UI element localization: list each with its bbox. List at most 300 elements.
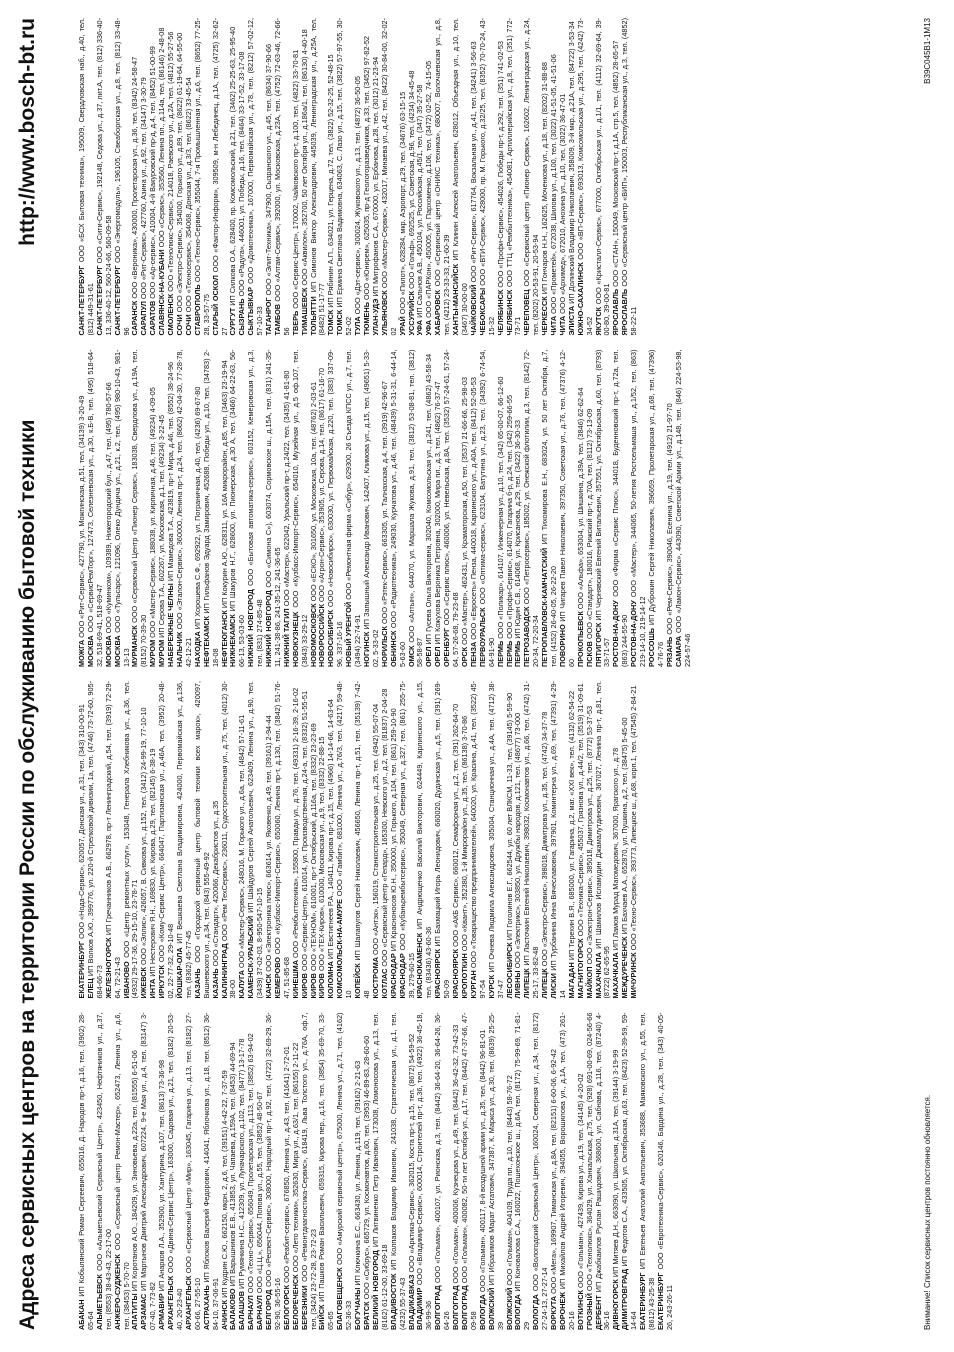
service-center-entry	[416, 681, 434, 999]
service-center-entry	[265, 1013, 283, 1331]
center-details: ИП Волков А.Ю., 399776, ул. 220-й Стрелковой дивизии, 1а, тел. (4746) 73-72-60, 905-684-66-73	[85, 681, 104, 999]
center-details: ООО «Радуга», 446001, ул. Победы, д.16, тел. (8464) 33-17-52, 33-17-08	[237, 51, 247, 299]
center-details: ООО «Куминком», 109389, Нижегородский бул., д.47, тел. (495) 780-57-66	[103, 382, 113, 636]
center-details: ООО «Фактор-Информ», 309509, м-н Лебединец, д.1А, тел. (4725) 32-62-27	[210, 18, 229, 336]
center-details: ООО «Мастер-Сервис», 432017, Минаева ул., д.42, тел. (8422) 30-84-00, 32-02-02	[379, 18, 398, 336]
service-center-entry	[443, 350, 461, 668]
center-details: ООО «ЕСКО», 301650, ул. Московская, 10а, тел. (48762) 2-03-61	[308, 381, 318, 604]
city-name: ЮЖНО-САХАЛИНСК	[575, 262, 585, 336]
center-details: ИП Турбанина Инна Вячеславовна, 397901, Коминтерна ул., д.69, тел. (47391) 4-29-14	[549, 681, 567, 999]
city-name: САНКТ-ПЕТЕРБУРГ	[77, 265, 86, 336]
city-name: АРХАНГЕЛЬСК	[166, 1275, 176, 1330]
center-details: ООО «Сервисный Центр «Мир», 163045, Гагарина ул., д.13, тел. (8182) 27-60-66, 27-55-10	[183, 1012, 202, 1330]
city-name: ТВЕРЬ	[290, 310, 300, 336]
city-name: ТИМАШЕВСК	[299, 287, 309, 336]
city-name: ТУЛА	[353, 316, 363, 336]
service-center-entry	[595, 1013, 613, 1331]
center-details: ООО «ВП-Сервис», 693013, Комсомольская ул., д.295, тел. (4242) 73-34-52	[575, 18, 594, 336]
center-details: ООО «Антэк», 156019, Станкостроительная ул., д.25, тел. (4942) 55-07-04	[370, 703, 380, 958]
city-name: ВЛАДИКАВКАЗ	[406, 1274, 416, 1330]
center-details: ИП Бахмацкий Игорь Леонидович, 660020, Дудинская ул., д.5, тел. (391) 269-50-09	[433, 681, 452, 999]
center-details: ООО «Техносервис», 354068, Донская ул., д.3/3, тел. (8622) 33-45-54	[183, 77, 193, 315]
center-details: ООО «Сервисный Центр «Пионер Сервис», 183038, Свердлова ул., д.19А, тел. (8152) 70-39-30	[130, 349, 149, 667]
center-details: ИП Юдин С.В., 614068, ул. Крисанова, д.29, тел. (3422) 36-30-33	[513, 420, 523, 641]
city-name: ВОЛГОГРАД	[459, 1285, 469, 1330]
city-name: БРАТСК	[362, 1301, 371, 1330]
city-name: ПСКОВ	[584, 641, 594, 667]
city-name: ЕКАТЕРИНБУРГ	[77, 940, 86, 999]
center-details: ООО «Рэтек-Сервис», 663305, ул. Талнахская, д.4, тел. (3919) 42-96-67	[379, 381, 389, 627]
service-center-entry	[78, 18, 96, 336]
center-details: ООО «Ар-сервис», 410004, 4-й Вакуровский пр-д, д.4, тел. (8452) 51-00-99	[148, 46, 158, 301]
center-details: ИП Михайлов Андрей Игоревич, 394055, Ворошилова ул., д.1А, тел. (473) 261-20-16	[557, 1012, 576, 1330]
city-name: ТОМСК	[335, 309, 345, 336]
center-details: ООО «Сервис-Центр», 610014, ул. Производственная, д.24-а, тел. (8332) 51-55-51	[299, 690, 309, 974]
city-name: ПЯТИГОРСК	[593, 622, 603, 667]
city-name: ВОЛОГДА	[477, 1294, 487, 1330]
city-name: КОМСОМОЛЬСК-НА-АМУРЕ	[335, 899, 345, 999]
city-name: МОСКВА	[85, 635, 95, 667]
center-details: ИП Гречанников А.В., 662978, пр-т Ленинградский, д.54, тел. (3919) 72-29-64, 72-21-43	[103, 681, 122, 999]
center-details: ИП Симонов Виктор Александрович, 445039, Ленинградская ул., д.25А, тел. (8482) 51-17-77	[308, 18, 327, 336]
center-details: ООО «Юнирем», 625035, пр-д Геологоразведчиков, д.33, тел. (3452) 97-82-52	[362, 36, 371, 303]
center-details: ИП Шамилов Исламудин Джамалутдинович, 367027, Ленина пр-т, д.81, тел. (8722) 62-65-95	[593, 681, 612, 999]
center-details: ООО «Поликар», 614107, Инженерная ул., д.10, тел. (342) 65-00-07, 66-12-60	[495, 376, 505, 641]
city-name: ДИВНОГОРСК	[611, 1279, 621, 1330]
city-name: ЯКУТСК	[593, 306, 603, 336]
city-name: КИРОВ	[299, 973, 309, 999]
city-name: КРАСНОЯРСК	[451, 948, 461, 999]
city-name: КАЛИНИНГРАД	[219, 943, 229, 999]
city-name: УРАЙ	[397, 316, 407, 336]
city-name: ЧИТА	[549, 315, 559, 336]
city-name: ПЕРМЬ	[495, 640, 505, 667]
column-1	[78, 1013, 898, 1331]
city-name: ЛЕСОСИБИРСК	[504, 942, 514, 999]
service-center-entry	[292, 350, 310, 668]
service-center-entry	[274, 18, 292, 336]
center-details: ИП Дуброкин Сергей Николаевич, 396659, Пролетарская ул., д.68, тел. (47396) 4-76-76	[647, 349, 665, 667]
city-name: УЛЬЯНОВСК	[379, 290, 389, 336]
city-name: МЕЖДУРЕЧЕНСК	[620, 936, 630, 999]
service-center-entry	[559, 1013, 577, 1331]
center-details: ООО «Ц.Ц.», 656044, Попова ул., д.55, тел. (3852) 48-50-67	[255, 1091, 265, 1296]
service-center-entry	[559, 350, 577, 668]
city-name: БАЛАКОВО	[228, 1288, 238, 1330]
center-details: ООО «Сервисный центр «Пионер Сервис», 162602, Ленинградская ул., д.24, тел. (8202) 20-53-91, 20-53-94	[522, 18, 541, 336]
city-name: КРАСНОДАР	[397, 953, 407, 999]
center-details: ИП Шалапугов Сергей Николаевич, 456650, Ленина пр-т, д.51, тел. (35139) 7-42-48	[353, 681, 371, 999]
city-name: БАРНАУЛ	[246, 1295, 256, 1330]
center-details: ООО «Технолюкс-Сервис», 214018, Раевского ул., д.2А, тел. (4812) 55-27-56	[166, 31, 176, 294]
service-center-entry	[247, 350, 265, 668]
service-center-entry	[114, 18, 132, 336]
city-name: УЛАН-УДЭ	[370, 298, 380, 336]
city-name: РОСТОВ-НА-ДОНУ	[629, 600, 639, 667]
center-details: ИП Евгеньев Анатолий Анатольевич, 353688, Маяковского ул., д.55, тел. (8612) 43-25-38	[638, 1012, 656, 1330]
city-name: ВОРКУТА	[549, 1295, 559, 1330]
city-name: СЛАВЯНСК-НА-КУБАНИ	[157, 249, 167, 336]
service-center-entry	[336, 681, 354, 999]
city-name: НИЖНЕКАМСК	[228, 614, 238, 667]
center-details: ИП Пашков Роман Васильевич, 659315, Кирова пер., д.16, тел. (3854) 35-69-70, 33-65-65	[317, 1012, 336, 1330]
service-center-entry	[247, 681, 265, 999]
city-name: НЕФТЕЮГАНСК	[219, 610, 229, 667]
city-name: СУРГУТ	[228, 307, 238, 336]
city-name: КОПЕЙСК	[353, 963, 363, 999]
city-name: НОРИЛЬСК	[379, 626, 389, 667]
city-name: БАРНАУЛ	[255, 1295, 265, 1330]
city-name: КРАСНОДАР	[388, 953, 398, 999]
center-details: ООО «Мастер», 344065, 50-летия Ростсельмаша ул., д.1/52, тел. (863) 219-14-10, 219-14-12	[629, 349, 648, 667]
city-name: СТАРЫЙ ОСКОЛ	[210, 275, 220, 336]
center-details: ООО «Стандарт», 420066, Декабристов ул., д.35	[210, 800, 220, 969]
center-details: ООО «Евросеть» Пенза, 440018, Карпинского ул., д.40А, тел. (8412) 52-05-53	[468, 377, 478, 642]
center-details: ООО «Рембыттехника», 155800, Правды ул., д.76, тел. (49331) 2-16-39, 2-16-02	[290, 687, 300, 960]
column-3	[78, 350, 898, 668]
city-name: ЕКАТЕРИНБУРГ	[655, 1272, 665, 1330]
service-center-entry	[595, 350, 613, 668]
city-name: ТЮМЕНЬ	[362, 302, 371, 336]
center-details: ООО «Квант», 352380, 1-й Микрорайон ул., д.35, тел. (86138) 3-70-86	[459, 715, 469, 954]
center-details: ООО «Нода-Сервис», 620057, Донская ул., д.31, тел. (343) 310-00-91	[77, 704, 86, 941]
city-name: МОСКВА	[103, 635, 113, 667]
city-name: НОВОМОСКОВСК	[308, 603, 318, 667]
city-name: АЧИНСК	[219, 1299, 229, 1330]
service-center-entry	[595, 18, 613, 336]
service-center-entry	[327, 350, 345, 668]
city-name: РОССОШЬ	[647, 627, 656, 667]
city-name: ВОЛЖСКИЙ	[486, 1287, 496, 1330]
center-details: ООО «Сервисный центр Ремон-Мастер», 652473, Ленина ул., д.6, тел. (38453) 5-70-70	[112, 1012, 131, 1330]
service-center-entry	[621, 18, 639, 336]
city-name: КАЗАНЬ	[192, 968, 202, 999]
center-details: ООО «Техно-Сервис», 656049, Пролетарская ул., д.113, тел. (3852) 63-94-02	[246, 1033, 256, 1296]
center-details: ИП Рябинин А.П., 634021, ул. Герцена, д.72, тел. (3822) 52-32-25, 52-48-15	[326, 54, 336, 310]
service-center-entry	[648, 350, 666, 668]
city-name: ЛИПЕЦК	[522, 968, 532, 999]
city-name: БЕЛОРЕЧЕНСК	[290, 1274, 300, 1330]
city-name: ЕЛЕЦ	[85, 978, 95, 999]
center-details: ИП Кобылянский Роман Сергеевич, 655016, Д. Народов пр-т, д.16, тел. (3902) 28-65-64	[77, 1012, 95, 1330]
page-title: Адреса сервисных центров на территории России по обслуживанию бытовой техники	[16, 419, 39, 1330]
service-center-entry	[523, 18, 541, 336]
service-center-entry	[265, 350, 283, 668]
center-details: ООО «Кузбасс-Импорт-Сервис», 654010, Музейная ул., д.5 оф.107, тел. (3843) 33-29-12	[290, 349, 309, 667]
city-name: МУРОМ	[157, 639, 167, 667]
city-name: МАГНИТОГОРСК	[575, 938, 585, 999]
center-details: ООО «Гамбит», 681000, Ленина ул., д.76/3, тел. (4217) 59-48-10	[335, 681, 354, 999]
service-center-entry	[408, 350, 426, 668]
center-details: ООО «Новосибирск», 630030, ул. Первомайская, д.220, тел. (383) 337-09-96, 337-16-16	[326, 349, 345, 667]
center-details: ИП Тихомирова Е.Н., 683024, ул. 50 лет Октября, д.7, тел. (4152) 26-40-05, 26-22-20	[540, 349, 559, 667]
center-details: ООО «СервисРемТорг», 127473, Селезневская ул., д.30, к.Б-В, тел. (495) 518-64-32, 518-69-41, 518-69-47	[85, 349, 104, 667]
city-name: ЧЕРКЕССК	[540, 296, 550, 336]
city-name: ОБНИНСК	[388, 630, 398, 667]
service-center-entry	[203, 350, 221, 668]
service-center-entry	[345, 350, 363, 668]
service-center-entry	[247, 18, 265, 336]
center-details: ИП Нестерович Я.Н., 169830, ул. Кирова, д.29, тел. (82145) 6-38-19	[148, 748, 158, 979]
city-name: МУРОМ	[148, 639, 158, 667]
city-name: КИРОВ	[317, 973, 327, 999]
service-center-entry	[595, 681, 613, 999]
service-center-entry	[390, 1013, 408, 1331]
center-details: ООО «Техно-Сервис», 393773, Липецкое ш., д.68, корп.1, тел. (47545) 2-84-21	[629, 685, 639, 953]
city-name: САНКТ-ПЕТЕРБУРГ	[112, 265, 122, 336]
city-name: МАХАЧКАЛА	[593, 952, 603, 999]
city-name: ТОМСК	[326, 309, 336, 336]
city-name: ВОРОНЕЖ	[557, 1292, 567, 1330]
city-name: ЙОШКАР-ОЛА	[174, 947, 184, 999]
center-details: ИП Мамедова Т.А., 423819, пр-т Мира, д.46, тел. (8552) 38-24-96	[166, 361, 176, 584]
center-details: ИП Коновалова С.А., 160022, Пошехонское ш., д.6А, тел. (8172) 75-99-69, 71-81-29	[513, 1012, 532, 1330]
center-details: ИП Митяев Д.Н., 663090, ул. Школьная, д.31А, тел. (39144) 3-19-99	[611, 1049, 621, 1280]
city-name: СЫКТЫВКАР	[246, 286, 256, 336]
center-details: ООО «Гольф», 692525, ул. Советская, д.96, тел. (4234) 34-45-48	[406, 70, 416, 291]
city-name: ВОЛОГДА	[531, 1294, 541, 1330]
city-name: МАЙКОП	[584, 966, 594, 999]
center-details: ООО «Гольман», 400117, 8-й воздушной армии ул., д.35, тел. (8442) 96-81-01	[477, 1029, 487, 1295]
city-name: ЛИПЕЦК	[540, 968, 550, 999]
center-details: ООО «Эллис», 426057, В. Сивкова ул., д.152, тел. (3412) 24-99-19, 77-10-10	[139, 707, 149, 968]
center-details: ООО «ВТИ-Сервис», 428000, пр. М. Горького, д.32/25, тел. (8352) 70-70-24, 43-15-32	[477, 18, 496, 336]
service-center-entry	[78, 1013, 96, 1331]
city-name: САРАТОВ	[148, 300, 158, 336]
city-name: НАЛЬЧИК	[174, 631, 184, 667]
city-name: АРХАНГЕЛЬСК	[183, 1275, 193, 1330]
city-name: ИНТА	[148, 978, 158, 999]
center-details: ИП Варышников Е.В., 413853, ул. Чапаева, д.159А, тел. (8453) 44-69-94	[228, 1042, 238, 1289]
center-details: ИП Гончаров Н.Н., 162625, Моченкова ул., д.18, тел. (8202) 31-88-88	[540, 62, 550, 297]
center-details: ИП Очнева Людмила Александровна, 305004, Станционная ул., д.4А, тел. (4712) 38-37-47	[486, 681, 505, 999]
center-details: ООО «Сервис», 353560, Ленина пл., д.114а, тел. (86146) 2-48-08	[157, 27, 167, 250]
service-center-entry	[532, 1013, 550, 1331]
center-details: ИП Кокурин А.Ю., 628311, ул. 16А микрорайон, д.85, тел. (3463) 23-19-94	[219, 360, 229, 611]
center-details: ООО «Мастер», 462431, ул. Краматорская, д.50, тел. (3537) 21-66-66, 25-98-03	[459, 377, 469, 647]
city-name: НОГИНСК	[362, 631, 371, 667]
city-name: ХАНТЫ-МАНСИЙСК	[451, 263, 461, 336]
city-name: ТАМБОВ	[272, 303, 282, 336]
city-name: АЛЬМЕТЬЕВСК	[94, 1274, 104, 1330]
city-name: АРЗАМАС	[139, 1293, 149, 1330]
city-name: ЧАЙКОВСКИЙ	[468, 284, 478, 336]
city-name: КАЛУГА	[237, 970, 247, 999]
city-name: МАГАДАН	[566, 962, 576, 999]
center-details: ООО «Оптима-сервис», 623104, Ватутина ул., д.23, тел. (34392) 6-74-54, 64-91-90	[477, 349, 496, 667]
center-details: ООО «Пилот», 628284, мкр. Аэропорт, д.29, тел. (34676) 63-15-15	[397, 91, 407, 317]
center-details: ООО «Сервисный центр «ВИП», 150003, Республиканская ул., д.3, тел. (4852) 58-22-11	[620, 18, 639, 336]
center-details: ООО «Кузбасс-Импорт-Сервис», 650060, Ленина пр-т, д.130, тел. (3842) 51-76-47, 51-85-68	[272, 681, 291, 999]
city-name: БОГУЧАНЫ	[353, 1287, 363, 1330]
city-name: САНКТ-ПЕТЕРБУРГ	[94, 265, 104, 336]
center-details: ООО «Радиотехника», 249030, Курчатова ул., д.46, тел. (48439) 5-31-31, 6-44-14, 5-63-60	[388, 349, 407, 667]
center-details: ИП Чернявский Евгений Витальевич, 357551, ул. Октябрьская, д.60, тел. (8793) 33-71-57	[593, 349, 612, 667]
center-details: ИП Андрющенко Василий Викторович, 624449, Карлинского ул., д.15, тел. (83436) 43-60-36	[415, 681, 434, 999]
service-center-entry	[158, 681, 176, 999]
city-name: ЧЕЛЯБИНСК	[495, 289, 505, 336]
service-center-entry	[221, 681, 239, 999]
column-2	[78, 681, 898, 999]
center-details: ООО «Сибрус», 665729, ул. Космонавтов, д.60, тел. (3953) 46-89-83, 28-60-60	[362, 1035, 371, 1302]
center-details: ИП Джабкаилов Руслан Рашидович, 368600, ул. Сабнава, д.116, тел. (87240) 4-36-16	[593, 1012, 612, 1330]
center-details: ООО «Рем-Сервис», 390046, Есенина ул., д.19, тел. (4912) 21-97-70	[664, 403, 674, 637]
service-center-entry	[203, 1013, 221, 1331]
center-details: ООО «Электро-Сервис», 398018, Димитрова ул., д.35, тел. (4742) 34-37-78	[540, 711, 550, 969]
city-name: САРАПУЛ	[139, 301, 149, 336]
center-details: ООО «Электрикс», 303850, ул. Дружбы народов, д.121, тел. (48677) 73-000	[513, 712, 523, 971]
city-name: НИЖНИЙ НОВГОРОД	[264, 590, 274, 667]
center-details: ООО «ТЕХНОМ», 610001, пр-т Октябрьский, д.116а, тел. (8332) 23-23-69	[308, 723, 318, 974]
center-details: ООО «Сервисный центр «ОНИКС техника», 680007, Волочаевская ул., д.8, тел. (4212) 23-33-33, 21-60-39	[433, 18, 452, 336]
center-details: ООО «АКБ Сервис», 660012, Семафорная ул., д.2, тел. (391) 262-64-70	[451, 703, 461, 949]
service-center-entry	[87, 681, 105, 999]
center-details: ИП Хорошева С.Ф., 692922, ул. Пограничная, д.40, тел. (4236) 69-67-80	[192, 386, 202, 632]
city-name: СОЧИ	[174, 314, 184, 336]
center-details: ООО «Кубаньрембытсервис», 350049, Северная ул., д.327, тел. (861) 255-75-39, 279-60-15	[397, 681, 416, 999]
center-details: ИП Вешкаева Светлана Владимировна, 424000, Первомайская ул., д.136, тел. (8362) 45-77-45	[174, 681, 193, 999]
center-details: ООО «Двина-Сервис Центр», 163000, Садовая ул., д.21, тел. (8182) 20-53-40, 20-23-40	[166, 1012, 184, 1330]
city-name: ЕКАТЕРИНБУРГ	[638, 1272, 648, 1330]
service-center-entry	[114, 1013, 132, 1331]
city-name: МИЧУРИНСК	[629, 952, 639, 999]
city-name: ВЕЛИКИЙ НОВГОРОД	[370, 1250, 380, 1330]
city-name: АБАКАН	[77, 1299, 86, 1330]
city-name: ЯРОСЛАВЛЬ	[611, 288, 621, 336]
service-center-entry	[399, 681, 417, 999]
service-center-entry	[541, 350, 559, 668]
center-details: ООО «Ремонтная фирма «Сибур», 629300, 26 Съезда КПСС ул., д.7, тел. (3494) 22-74-91	[344, 349, 363, 667]
service-center-entry	[363, 350, 381, 668]
center-details: ООО «Агрон-Сервис», 353905, ул. Серова, д.14, тел. (8617) 61-16-70	[317, 368, 327, 605]
city-name: ЛИВНЫ	[513, 970, 523, 999]
service-center-entry	[381, 18, 399, 336]
city-name: ИЖЕВСК	[139, 967, 149, 999]
service-center-entry	[96, 1013, 114, 1331]
city-name: ОМСК	[406, 645, 416, 667]
city-name: КУРГАН	[468, 970, 478, 999]
center-details: ИП Литвиненко Петр Иванович, 173008, Ломоносова ул., д.13, тел. (8162) 61-12-00, 33-69-18	[370, 1012, 389, 1330]
center-details: ООО «Сервисный центр «Гепард», 165300, Невского ул., д.2, тел. (81837) 2-04-28	[379, 688, 389, 969]
center-details: ИП Ибрагимов Марат Асгатович, 347387, К. Маркса ул., д.30, тел. (8639) 25-25-39	[486, 1012, 505, 1330]
city-name: ХАБАРОВСК	[433, 289, 443, 336]
service-center-entry	[630, 681, 639, 999]
city-name: РОСТОВ-НА-ДОНУ	[611, 600, 621, 667]
center-details: ООО ТТЦ «Рембыттехника», 454081, Артиллерийская ул., д.8, тел. (351) 772-73-71	[504, 18, 523, 336]
city-name: КЕМЕРОВО	[272, 957, 282, 999]
city-name: БАЛАШОВ	[237, 1291, 247, 1330]
center-details: ООО «Стандарт», 180016, Рижский пр-т, д.70А, тел. (8112) 73-13-09	[584, 408, 594, 642]
service-center-entry	[105, 681, 123, 999]
service-center-entry	[194, 681, 212, 999]
service-center-entry	[390, 350, 408, 668]
service-center-entry	[488, 1013, 506, 1331]
service-center-entry	[452, 18, 470, 336]
city-name: АНЖЕРО-СУДЖЕНСК	[112, 1254, 122, 1330]
service-center-entry	[372, 1013, 390, 1331]
city-name: ЛИСКИ	[549, 973, 559, 999]
center-details: ИП Красноносов Ю.Н., 350000, ул. Горького, д.104, тел. (861) 259-10-90	[388, 708, 398, 954]
center-details: ИП Ермина Светлана Вадимовна, 634063, С. Лазо ул., д.15, тел. (3822) 57-97-55, 30-52-02	[335, 18, 354, 336]
city-name: ПЕРВОУРАЛЬСК	[477, 607, 487, 667]
center-details: ИП Евстигнеев Р.А., 140411, Кирова пр-т, д.15, тел. (4966) 14-14-66, 14-63-64	[326, 699, 336, 962]
center-details: ООО «Домотехника», 167000, Первомайская ул., д.78, тел. (8212) 57-02-12, 57-10-33	[246, 18, 265, 336]
city-name: ВОТКИНСК	[575, 1290, 585, 1330]
center-details: ООО «Электрон-Сервис», 385018, Димитрова ул., д.25, тел. (8772) 53-37-53	[584, 705, 594, 967]
center-details: ООО «ТЕХ-Киров», 610000, Московская ул., д.9, тел. (8332) 22-88-15	[317, 736, 327, 974]
service-center-entry	[87, 350, 105, 668]
service-center-entry	[114, 350, 132, 668]
city-name: САРАНСК	[130, 300, 140, 336]
center-details: ИП Чигарев Павел Николаевич, 397350, Советская ул., д.76, тел. (47376) 4-12-60	[557, 349, 576, 667]
center-details: ООО «Фирма «Сервис Плюс», 344018, Буденновский пр-т, д.72а, тел. (863) 244-55-90	[611, 349, 630, 667]
center-details: ООО «Профи-Сервис», 614070, Гагарина б-р, д.24, тел. (342) 259-66-55	[504, 394, 514, 641]
center-details: ИП Шайдуров Сергей Анатольевич, 623409, Ленина ул., д.90, тел. (3439) 37-02-03, 8-950-547-10-15	[246, 681, 265, 999]
center-details: ООО «Алтын», 644070, ул. Маршала Жукова, д.91, тел. (3812) 53-08-81, тел. (3812) 58-58-87	[406, 349, 425, 667]
service-center-entry	[434, 18, 452, 336]
city-name: УССУРИЙСК	[406, 290, 416, 336]
center-details: ООО «Электро-Сервис», 354000, Горького ул., д.89, тел. (8622) 61-19-64, 64-55-00	[174, 32, 184, 315]
city-name: ВЛАДИМИР	[415, 1287, 425, 1330]
service-center-entry	[621, 1013, 639, 1331]
center-details: ИП Долинский Владимир Николаевич, 358009, 3-й мкр., д.21А, тел. (84722) 3-53-34	[566, 21, 576, 306]
city-name: ПЕРМЬ	[504, 640, 514, 667]
city-name: РЯЗАНЬ	[664, 636, 674, 667]
service-center-entry	[434, 681, 452, 999]
city-name: НИЖНИЙ НОВГОРОД	[246, 589, 256, 667]
center-details: ООО «Прометей», 672038, Шилова ул., д.100, тел. (3022) 41-51-05, 41-51-06	[549, 54, 559, 316]
center-details: ИП Шакуров Н.Г., 628600, ул. Пионерская, д.30 А, тел. (3466) 64-22-63, 56-66-13, 53-03-60	[228, 349, 247, 667]
service-center-entry	[229, 350, 247, 668]
service-center-entry	[461, 1013, 479, 1331]
center-details: ООО «Рит-Сервис», 427760, Азина ул., д.92, тел. (34147) 3-30-79	[139, 77, 149, 302]
service-center-entry	[488, 681, 506, 999]
center-details: ИП Серова Т.А., 602267, ул. Московская, д.1, тел. (49234) 3-22-45	[157, 414, 167, 640]
service-center-entry	[354, 681, 372, 999]
center-details: ИП Гоголинов Е.Г., 662544, ул. 60 лет ВЛКСМ, 11-33, тел. (39145) 5-59-90	[504, 692, 514, 943]
center-details: ООО «Архимед», 672010, Анохина ул., д.10, тел. (3022) 36-47-01	[557, 93, 567, 316]
city-name: ВЛАДИВОСТОК	[388, 1273, 398, 1330]
city-name: ПОВОРИНО	[557, 624, 567, 667]
city-name: УФА	[415, 319, 425, 336]
center-details: ООО «Технолюкс», 364029, ул. Ханкальская, д.75, тел. (928) 691-00-69, 024-56-66	[584, 1012, 594, 1294]
website-url[interactable]: http://www.bosch-bt.ru	[16, 18, 39, 246]
service-center-entry	[416, 1013, 434, 1331]
city-name: ОРЕНБУРГ	[442, 627, 452, 667]
city-name: КИРОВ	[308, 973, 318, 999]
center-details: ООО «Арктика-Сервис», 362015, Коста пр-т, д.15, тел. (8672) 54-59-52	[406, 1033, 416, 1275]
center-details: ООО «Мега», 169907, Тиманская ул., д.8А, тел. (82151) 6-60-06, 6-92-42	[549, 1049, 559, 1296]
center-details: ООО «ПАРКон», 450005, ул. Пархоменко, д.106, тел. (3472) 02-52, 74-15-05	[424, 60, 434, 320]
service-center-entry	[434, 1013, 452, 1331]
service-center-entry	[577, 18, 595, 336]
center-details: ИП Яблоков Валерий Федорович, 414041, Яблочкова ул., д.18, тел. (8512) 36-84-10, 37-06-91	[201, 1012, 220, 1330]
center-details: ООО «Сервис-Центр», 170002, Чайковского пр-т, д.100, тел. (4822) 33-70-81	[290, 49, 300, 311]
city-name: ВОЛГОГРАД	[451, 1285, 461, 1330]
city-name: БИЙСК	[317, 1304, 327, 1330]
city-name: КУРСК	[486, 974, 496, 999]
center-details: ООО «Техно-Сервис», 355044, 7-я Промышленная ул., д.6, тел. (8652) 77-25-28, 33-57-75	[192, 18, 211, 336]
center-details: ООО «БСХ Бытовая техника», 195009, Свердловская наб., д.40, тел. (812) 449-31-61	[77, 18, 95, 336]
service-center-entry	[657, 1013, 675, 1331]
city-name: ДИМИТРОВГРАД	[620, 1268, 630, 1330]
center-details: ИП Кудрин С.Ю., 662150, мкрн. 2, д.6, тел. (39151) 4-42-22, 7-37-59	[219, 1070, 229, 1300]
city-name: ЧЕЛЯБИНСК	[504, 289, 514, 336]
city-name: НЕФТЕКАМСК	[201, 616, 211, 667]
city-name: СЫЗРАНЬ	[237, 298, 247, 336]
city-name: МОСКВА	[112, 635, 122, 667]
city-name: ОРСК	[459, 646, 469, 667]
